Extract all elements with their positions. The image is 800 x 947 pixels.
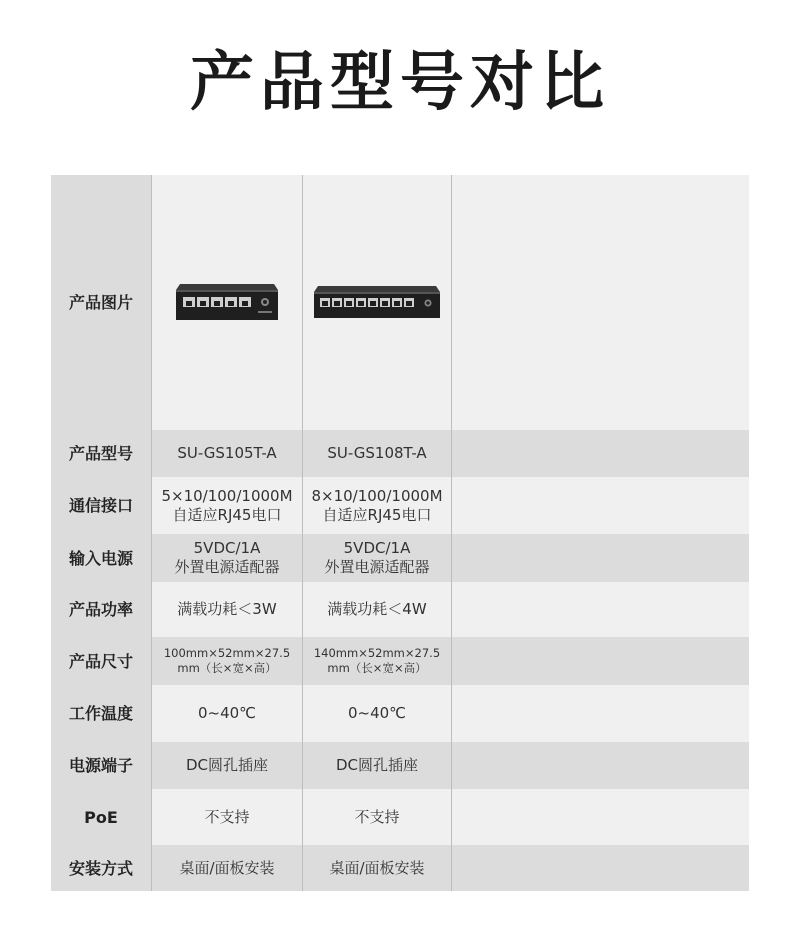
empty-cell — [451, 789, 749, 845]
empty-cell — [451, 175, 749, 430]
row-label: 通信接口 — [51, 477, 151, 534]
table-row-poe — [51, 789, 749, 845]
row-label: 产品尺寸 — [51, 637, 151, 685]
value-line: mm（长×宽×高） — [177, 661, 277, 675]
table-row-power-input — [51, 534, 749, 582]
table-row-model — [51, 430, 749, 477]
interface-value — [302, 477, 451, 534]
row-label: 产品型号 — [51, 430, 151, 477]
page-title: 产品型号对比 — [190, 46, 610, 120]
empty-cell — [451, 637, 749, 685]
size-value — [151, 637, 302, 685]
value-line: 100mm×52mm×27.5 — [163, 646, 291, 660]
model-value: SU-GS105T-A — [151, 430, 302, 477]
empty-cell — [451, 477, 749, 534]
install-value: 桌面/面板安装 — [302, 845, 451, 891]
row-label: 产品图片 — [51, 175, 151, 430]
empty-cell — [451, 534, 749, 582]
row-label: 输入电源 — [51, 534, 151, 582]
install-value: 桌面/面板安装 — [151, 845, 302, 891]
power-terminal-value: DC圆孔插座 — [151, 742, 302, 789]
temperature-value: 0~40℃ — [151, 685, 302, 742]
empty-cell — [451, 430, 749, 477]
power-terminal-value: DC圆孔插座 — [302, 742, 451, 789]
empty-cell — [451, 582, 749, 637]
power-value: 满载功耗＜3W — [151, 582, 302, 637]
row-label: 产品功率 — [51, 582, 151, 637]
row-label: 工作温度 — [51, 685, 151, 742]
table-row-size — [51, 637, 749, 685]
value-line: 8×10/100/1000M — [311, 486, 443, 505]
poe-value: 不支持 — [302, 789, 451, 845]
value-line: 自适应RJ45电口 — [322, 505, 432, 524]
interface-value — [151, 477, 302, 534]
value-line: 外置电源适配器 — [324, 558, 430, 576]
value-line: 5VDC/1A — [343, 539, 411, 557]
value-line: 自适应RJ45电口 — [172, 505, 282, 524]
table-row-power — [51, 582, 749, 637]
model-value: SU-GS108T-A — [302, 430, 451, 477]
row-label: 电源端子 — [51, 742, 151, 789]
table-row-install — [51, 845, 749, 891]
table-row-image — [51, 175, 749, 430]
poe-value: 不支持 — [151, 789, 302, 845]
empty-cell — [451, 685, 749, 742]
value-line: 5×10/100/1000M — [161, 486, 293, 505]
product-image-cell — [151, 175, 302, 430]
power-input-value — [151, 534, 302, 582]
power-value: 满载功耗＜4W — [302, 582, 451, 637]
empty-cell — [451, 742, 749, 789]
switch-8-port-image — [312, 286, 442, 320]
value-line: 外置电源适配器 — [174, 558, 280, 576]
value-line: mm（长×宽×高） — [327, 661, 427, 675]
switch-5-port-image — [174, 284, 280, 322]
power-input-value — [302, 534, 451, 582]
table-row-power-terminal — [51, 742, 749, 789]
row-label: PoE — [51, 789, 151, 845]
row-label: 安装方式 — [51, 845, 151, 891]
table-row-interface — [51, 477, 749, 534]
product-image-cell — [302, 175, 451, 430]
size-value — [302, 637, 451, 685]
comparison-table — [51, 175, 749, 891]
table-row-temperature — [51, 685, 749, 742]
value-line: 5VDC/1A — [193, 539, 261, 557]
empty-cell — [451, 845, 749, 891]
temperature-value: 0~40℃ — [302, 685, 451, 742]
value-line: 140mm×52mm×27.5 — [313, 646, 441, 660]
